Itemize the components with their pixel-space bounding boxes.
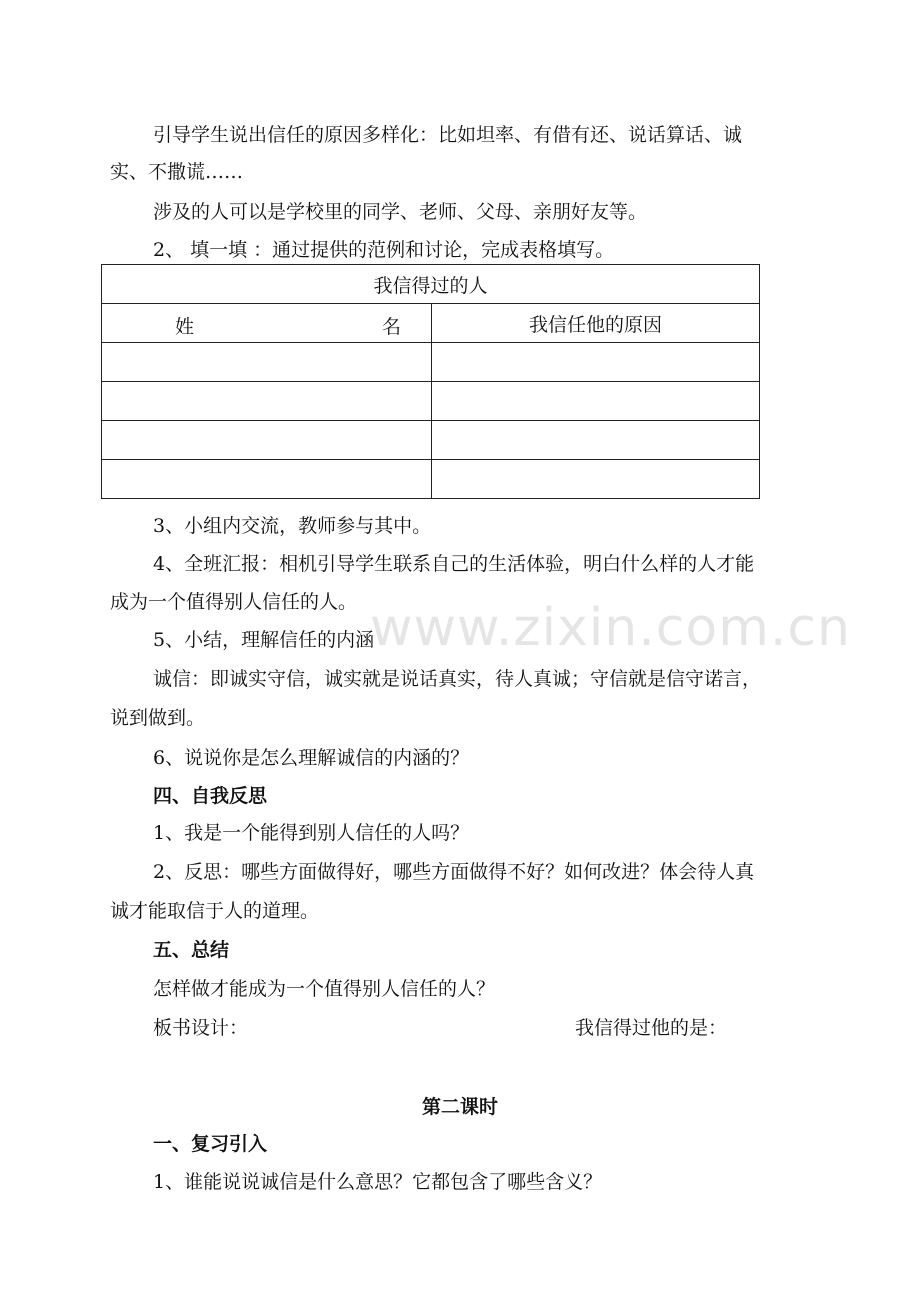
table-row bbox=[102, 460, 760, 499]
table-cell-name[interactable] bbox=[102, 343, 432, 382]
lesson-two-title: 第二课时 bbox=[421, 1096, 498, 1118]
watermark: www.zixin.com.cn bbox=[370, 598, 851, 658]
table-row bbox=[102, 382, 760, 421]
paragraph-class-report-line2: 成为一个值得别人信任的人。 bbox=[110, 591, 358, 613]
table-row bbox=[102, 421, 760, 460]
paragraph-group-discussion: 3、小组内交流，教师参与其中。 bbox=[153, 515, 432, 537]
paragraph-integrity-line2: 说到做到。 bbox=[110, 707, 206, 729]
paragraph-reflect-1: 1、我是一个能得到别人信任的人吗？ bbox=[153, 822, 470, 844]
header-name-given: 名 bbox=[382, 316, 402, 338]
paragraph-fill-in: 2、 填一填 ：通过提供的范例和讨论，完成表格填写。 bbox=[153, 239, 615, 261]
paragraph-review-question: 1、谁能说说诚信是什么意思？它都包含了哪些含义？ bbox=[153, 1171, 603, 1193]
table-cell-name[interactable] bbox=[102, 382, 432, 421]
paragraph-class-report-line1: 4、全班汇报：相机引导学生联系自己的生活体验，明白什么样的人才能 bbox=[153, 553, 755, 575]
table-cell-name[interactable] bbox=[102, 421, 432, 460]
trust-table bbox=[101, 264, 760, 499]
paragraph-question-6: 6、说说你是怎么理解诚信的内涵的？ bbox=[153, 747, 470, 769]
table-cell-name[interactable] bbox=[102, 460, 432, 499]
paragraph-conclusion-question: 怎样做才能成为一个值得别人信任的人？ bbox=[153, 978, 496, 1000]
table-cell-reason[interactable] bbox=[432, 382, 760, 421]
paragraph-summary: 5、小结，理解信任的内涵 bbox=[153, 629, 375, 651]
heading-review: 一、复习引入 bbox=[153, 1133, 268, 1155]
heading-conclusion: 五、总结 bbox=[153, 939, 230, 961]
heading-self-reflection: 四、自我反思 bbox=[153, 785, 268, 807]
table-cell-reason[interactable] bbox=[432, 343, 760, 382]
paragraph-reflect-2-line2: 诚才能取信于人的道理。 bbox=[110, 900, 320, 922]
table-caption: 我信得过的人 bbox=[102, 265, 760, 304]
paragraph-integrity-line1: 诚信：即诚实守信，诚实就是说话真实，待人真诚；守信就是信守诺言， bbox=[153, 668, 762, 690]
paragraph-reasons-line2: 实、不撒谎…… bbox=[110, 161, 244, 183]
board-design-trust: 我信得过他的是： bbox=[575, 1017, 728, 1039]
paragraph-people: 涉及的人可以是学校里的同学、老师、父母、亲朋好友等。 bbox=[153, 201, 648, 223]
table-row bbox=[102, 343, 760, 382]
board-design-label: 板书设计： bbox=[153, 1017, 249, 1039]
paragraph-reflect-2-line1: 2、反思：哪些方面做得好，哪些方面做得不好？如何改进？体会待人真 bbox=[153, 861, 755, 883]
header-name-surname: 姓 bbox=[175, 316, 195, 338]
table-header-reason: 我信任他的原因 bbox=[432, 304, 760, 343]
table-cell-reason[interactable] bbox=[432, 460, 760, 499]
paragraph-reasons-line1: 引导学生说出信任的原因多样化：比如坦率、有借有还、说话算话、诚 bbox=[153, 124, 743, 146]
table-cell-reason[interactable] bbox=[432, 421, 760, 460]
table-header-name bbox=[102, 304, 432, 343]
